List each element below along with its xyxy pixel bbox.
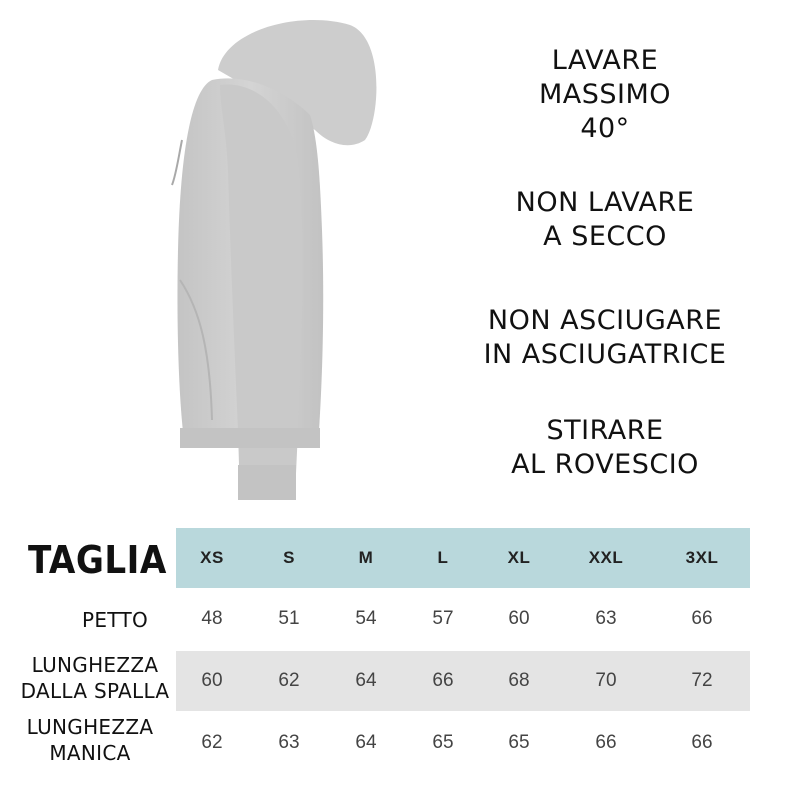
- size-header-cell: 3XL: [685, 548, 719, 567]
- care-wash-max-40: [440, 44, 770, 146]
- care-line: IN ASCIUGATRICE: [483, 339, 727, 370]
- size-header-cell: L: [437, 548, 449, 567]
- size-header-cell: M: [358, 548, 374, 567]
- size-value-cell: 62: [278, 670, 300, 691]
- row-label-line: LUNGHEZZA: [26, 715, 154, 739]
- care-line: NON LAVARE: [515, 187, 695, 218]
- size-value-cell: 66: [432, 670, 454, 691]
- row-label-line: LUNGHEZZA: [31, 653, 159, 677]
- size-value-cell: 66: [595, 732, 617, 753]
- size-value-cell: 65: [432, 732, 454, 753]
- care-line: NON ASCIUGARE: [487, 305, 723, 336]
- size-value-cell: 66: [691, 732, 713, 753]
- size-value-cell: 60: [508, 608, 530, 629]
- row-label-line: DALLA SPALLA: [20, 679, 170, 703]
- size-value-cell: 72: [691, 670, 713, 691]
- size-header-cell: XXL: [588, 548, 624, 567]
- hoodie-side-view-image: [150, 10, 390, 505]
- care-line: 40°: [580, 113, 630, 144]
- care-line: AL ROVESCIO: [511, 449, 699, 480]
- size-value-cell: 57: [432, 608, 454, 629]
- care-line: A SECCO: [543, 221, 667, 252]
- size-value-cell: 51: [278, 608, 300, 629]
- size-header-cell: S: [283, 548, 295, 567]
- care-iron-inside-out: [440, 414, 770, 482]
- size-value-cell: 64: [355, 732, 377, 753]
- size-value-cell: 62: [201, 732, 223, 753]
- row-label-lunghezza-spalla: [10, 652, 180, 704]
- row-label-line: PETTO: [81, 608, 149, 632]
- size-value-cell: 65: [508, 732, 530, 753]
- care-line: MASSIMO: [538, 79, 672, 110]
- size-header-cell: XS: [200, 548, 224, 567]
- size-value-cell: 68: [508, 670, 530, 691]
- care-no-tumble-dry: [440, 304, 770, 372]
- size-value-cell: 63: [278, 732, 300, 753]
- size-value-cell: 70: [595, 670, 617, 691]
- size-value-cell: 63: [595, 608, 617, 629]
- care-line: STIRARE: [546, 415, 664, 446]
- row-label-petto: [60, 607, 170, 633]
- size-table-title: TAGLIA: [28, 538, 167, 582]
- size-value-cell: 54: [355, 608, 377, 629]
- size-value-cell: 48: [201, 608, 223, 629]
- row-label-lunghezza-manica: [10, 714, 170, 766]
- row-label-line: MANICA: [49, 741, 131, 765]
- care-no-dry-clean: [440, 186, 770, 254]
- size-value-cell: 66: [691, 608, 713, 629]
- size-value-cell: 60: [201, 670, 223, 691]
- care-line: LAVARE: [551, 45, 659, 76]
- size-header-cell: XL: [507, 548, 531, 567]
- size-value-cell: 64: [355, 670, 377, 691]
